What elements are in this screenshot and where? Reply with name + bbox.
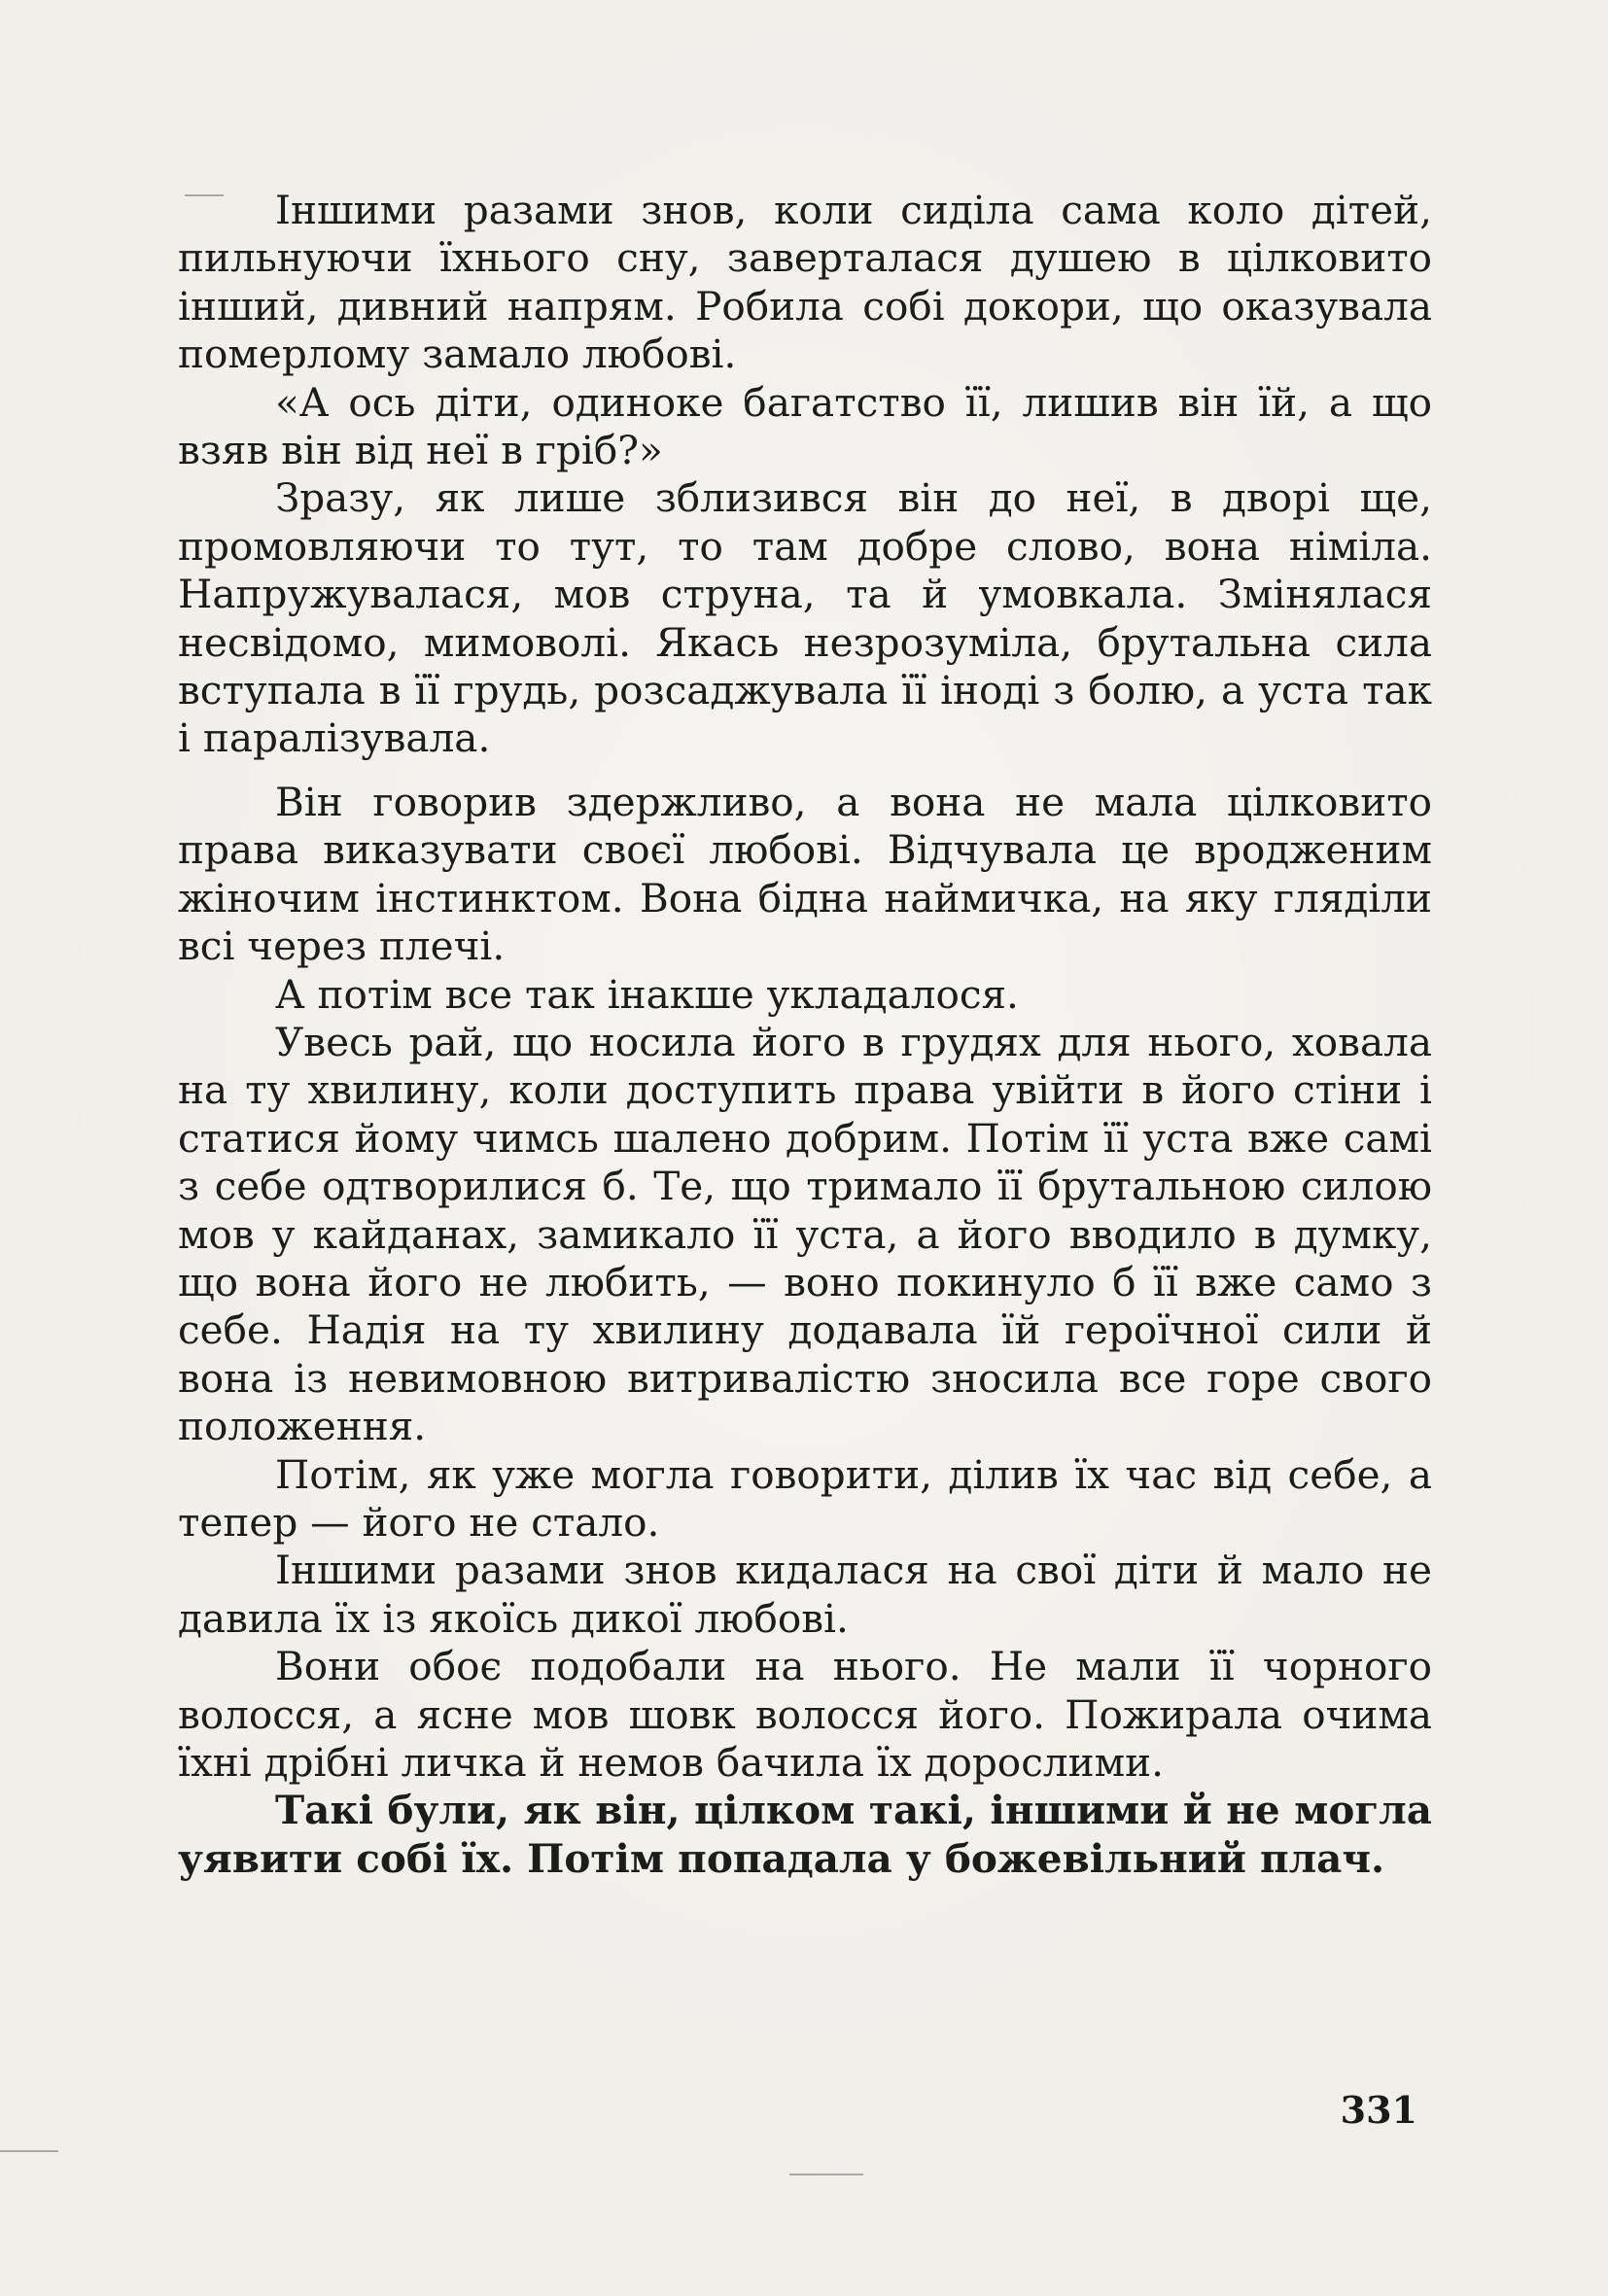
paragraph: Увесь рай, що носила його в грудях для нього, ховала на ту хвилину, коли доступить права увійти в його стіни і статися йому чимсь шалено добрим. Потім її уста вже самі з себе одтворилися б. Те, що тримало її брутальною силою мов у кайданах, замикало її уста, а його вводило в думку, що вона його не любить, — воно покинуло б її вже само з себе. Надія на ту хвилину додавала їй героїчної сили й вона із невимовною витривалістю зносила все горе свого положення. [178,1018,1432,1450]
paragraph: Зразу, як лише зблизився він до неї, в дворі ще, промовляючи то тут, то там добре слово, вона німіла. Напружувалася, мов струна, та й умовкала. Змінялася несвідомо, мимоволі. Якась незрозуміла, брутальна сила вступала в її грудь, розсаджувала її іноді з болю, а уста так і паралізувала. [178,474,1432,762]
paragraph: Вони обоє подобали на нього. Не мали її чорного волосся, а ясне мов шовк волосся його. Пожирала очима їхні дрібні личка й немов бачила їх дорослими. [178,1643,1432,1786]
scan-mark [0,2150,58,2152]
paragraph: Він говорив здержливо, а вона не мала цілковито права виказувати своєї любові. Відчувала це вродженим жіночим інстинктом. Вона бідна наймичка, на яку гляділи всі через плечі. [178,778,1432,970]
paragraph: Іншими разами знов, коли сиділа сама коло дітей, пильнуючи їхнього сну, заверталася душею в цілковито інший, дивний напрям. Робила собі докори, що оказувала померлому замало любові. [178,187,1432,378]
paragraph: Потім, як уже могла говорити, ділив їх час від себе, а тепер — його не стало. [178,1450,1432,1546]
paragraph: Такі були, як він, цілком такі, іншими й не могла уявити собі їх. Потім попадала у божевільний плач. [178,1787,1432,1882]
paragraph: А потім все так інакше укладалося. [275,970,1019,1018]
page-number: 331 [1340,2088,1417,2132]
body-text [178,187,1432,1883]
paragraph: Іншими разами знов кидалася на свої діти й мало не давила їх із якоїсь дикої любові. [178,1547,1432,1642]
scan-mark [185,194,224,196]
scan-mark [789,2174,863,2175]
paragraph: «А ось діти, одиноке багатство її, лишив він їй, а що взяв він від неї в гріб?» [178,378,1432,474]
